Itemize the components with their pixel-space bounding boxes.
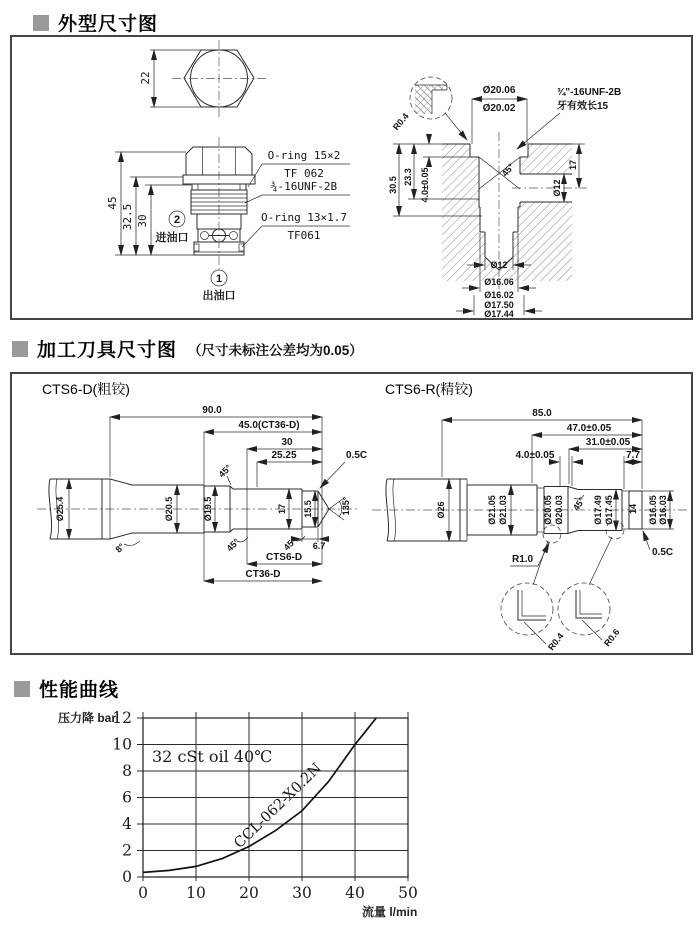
cts6d-len4: 25.25 <box>271 450 297 461</box>
cts6d-tag1: CTS6-D <box>265 552 303 563</box>
section-header-outline <box>33 9 158 36</box>
cts6d-angle-taper: 8° <box>113 541 127 555</box>
total-height-dim: 45 <box>106 196 119 210</box>
cavity-section-view <box>388 77 621 318</box>
cts6d-drawing <box>37 381 367 581</box>
y-tick-label: 8 <box>122 762 132 780</box>
performance-chart <box>0 695 700 931</box>
port1-label: 出油口 <box>202 290 236 302</box>
hex-top-view <box>139 40 266 117</box>
section-header-tooling <box>12 335 363 362</box>
cartridge-side-view <box>106 137 350 302</box>
cts6d-overall-len: 90.0 <box>202 405 222 416</box>
cts6r-len2: 47.0±0.05 <box>566 423 612 434</box>
section-bullet-icon <box>12 341 28 357</box>
cts6r-d2b: Ø21.03 <box>498 495 508 525</box>
mid-height-dim: 32.5 <box>121 203 134 231</box>
cts6d-angle-top: 45° <box>216 462 234 480</box>
performance-curve <box>143 718 376 872</box>
cavity-drill-dia: Ø12 <box>490 260 508 270</box>
y-tick-label: 0 <box>122 868 132 886</box>
cavity-port-depth: 17 <box>568 159 578 171</box>
cavity-depth1: 30.5 <box>388 176 398 194</box>
cts6r-detail-r1: R0.4 <box>545 631 566 653</box>
oring-top-code: TF 062 <box>284 167 324 180</box>
x-tick-label: 50 <box>398 884 418 902</box>
cts6d-dia5: 15.5 <box>303 500 313 518</box>
cavity-port-dia: Ø12 <box>552 179 562 197</box>
section-title: 性能曲线 <box>39 680 120 701</box>
cavity-bore-max: Ø16.06 <box>484 277 514 287</box>
cts6r-shank-dia: Ø26 <box>436 501 446 519</box>
cts6d-angle-tip: 135° <box>341 496 351 516</box>
cts6d-len3: 30 <box>281 437 293 448</box>
cavity-angle: 45° <box>499 161 517 179</box>
x-tick-label: 40 <box>345 884 365 902</box>
x-tick-label: 30 <box>292 884 312 902</box>
cavity-top-dia-max: Ø20.06 <box>482 85 516 96</box>
section-note: （尺寸未标注公差均为0.05） <box>188 342 363 358</box>
cts6d-tag2: CT36-D <box>245 569 281 580</box>
y-tick-label: 10 <box>112 735 132 754</box>
cts6d-dia4: 17 <box>277 503 287 515</box>
cavity-gland-min: Ø17.44 <box>484 309 514 318</box>
hex-width-dim: 22 <box>139 71 152 85</box>
oring-bottom-callout: O-ring 13×1.7 <box>260 211 348 224</box>
cts6d-len2: 45.0(CT36-D) <box>238 420 300 431</box>
cts6d-shank-dia: Ø25.4 <box>55 496 65 522</box>
tooling-drawing-panel <box>10 372 693 655</box>
outline-drawing-panel <box>10 35 693 320</box>
cts6r-groove-radius: R1.0 <box>512 554 534 565</box>
outline-drawing <box>12 37 691 318</box>
port2-number: 2 <box>173 214 181 226</box>
y-axis-label: 压力降 bar <box>58 711 117 725</box>
cts6r-len6: 14 <box>628 503 638 515</box>
cts6r-d5b: Ø16.03 <box>658 495 668 525</box>
cts6d-tip-len: 6.7 <box>312 541 326 551</box>
port1-number: 1 <box>215 273 223 285</box>
section-title: 加工刀具尺寸图 <box>37 340 178 361</box>
cavity-thread-spec: ¾"-16UNF-2B <box>557 87 622 98</box>
y-tick-label: 12 <box>112 709 132 727</box>
cts6d-dia3: Ø19.5 <box>203 496 213 522</box>
y-tick-label: 4 <box>122 815 132 833</box>
cts6r-overall-len: 85.0 <box>532 408 552 419</box>
cts6r-d4a: Ø17.49 <box>593 495 603 525</box>
cts6r-d5a: Ø16.05 <box>648 495 658 525</box>
thread-callout: ¾-16UNF-2B <box>270 180 338 193</box>
inner-height-dim: 30 <box>136 214 149 228</box>
cts6d-dia2: Ø20.5 <box>164 496 174 522</box>
cts6r-drawing <box>372 381 688 652</box>
oil-spec-annotation: 32 cSt oil 40℃ <box>152 747 273 766</box>
cavity-thread-note: 牙有效长15 <box>557 101 609 112</box>
oring-bottom-code: TF061 <box>287 229 321 242</box>
tooling-drawing <box>12 374 691 653</box>
cts6r-d2a: Ø21.05 <box>487 495 497 525</box>
cts6d-angle-b1: 45° <box>224 536 242 554</box>
y-tick-label: 2 <box>122 841 132 860</box>
x-axis-label: 流量 l/min <box>362 905 418 919</box>
cts6r-d4b: Ø17.45 <box>604 495 614 525</box>
y-tick-label: 6 <box>122 788 132 807</box>
cavity-depth2: 23.3 <box>403 168 413 186</box>
oring-top-callout: O-ring 15×2 <box>267 149 341 162</box>
cavity-bore-min: Ø16.02 <box>484 290 514 300</box>
cts6r-len5: 7.7 <box>626 450 640 461</box>
cts6d-chamfer: 0.5C <box>346 450 368 461</box>
cavity-depth3: 4.0±0.05 <box>420 167 430 203</box>
cts6r-len4: 4.0±0.05 <box>515 450 555 461</box>
cts6d-title: CTS6-D(粗铰) <box>42 381 130 397</box>
cts6r-detail-r2: R0.6 <box>601 627 622 649</box>
cts6r-title: CTS6-R(精铰) <box>385 381 473 397</box>
curve-series-label: CCL-062-X0.2N <box>231 760 326 852</box>
x-tick-label: 20 <box>239 884 259 902</box>
cts6r-angle: 45° <box>570 495 588 513</box>
cavity-gland-max: Ø17.50 <box>484 300 514 310</box>
x-tick-label: 0 <box>138 884 148 902</box>
cts6r-chamfer: 0.5C <box>652 547 674 558</box>
cavity-radius-detail: R0.4 <box>390 111 411 133</box>
cts6r-d3a: Ø20.05 <box>543 495 553 525</box>
cts6r-d3b: Ø20.03 <box>554 495 564 525</box>
section-title: 外型尺寸图 <box>58 14 159 35</box>
x-tick-label: 10 <box>186 884 206 902</box>
section-bullet-icon <box>33 15 49 31</box>
port2-label: 进油口 <box>155 232 189 244</box>
cavity-top-dia-min: Ø20.02 <box>482 103 516 114</box>
cts6d-angle-b2: 45° <box>281 535 299 553</box>
cts6r-len3: 31.0±0.05 <box>585 437 631 448</box>
